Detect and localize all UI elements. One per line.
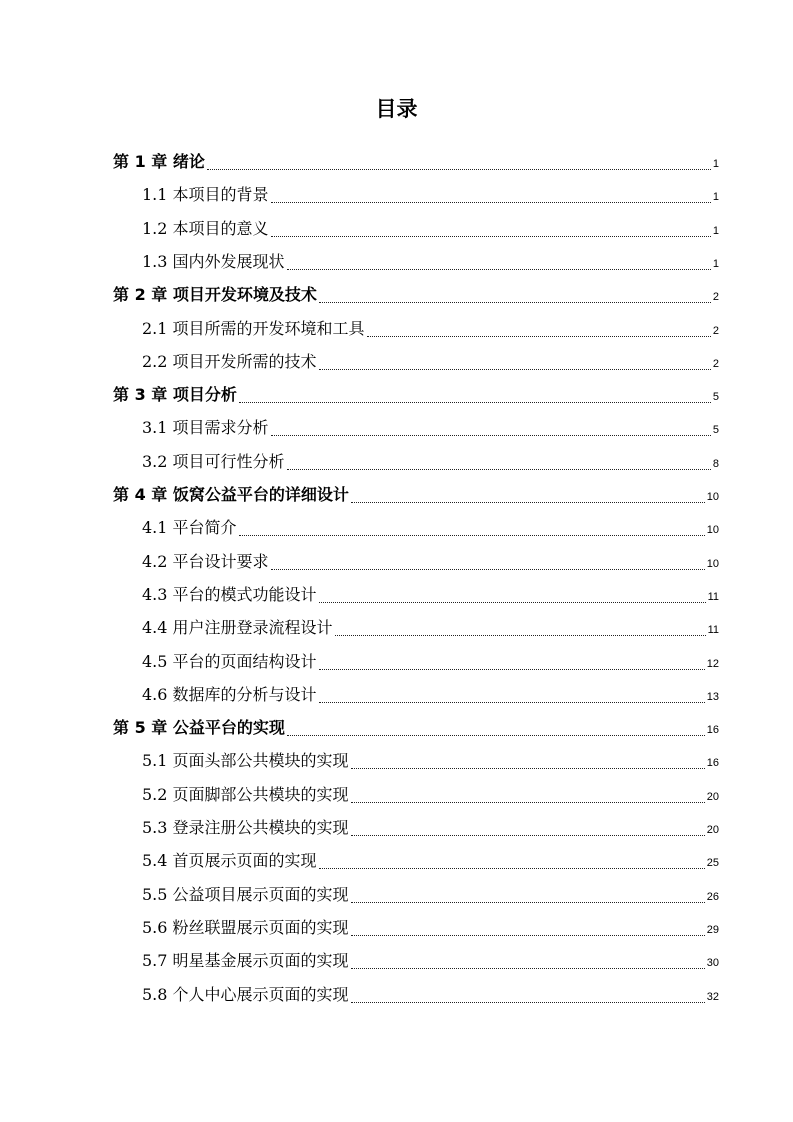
toc-entry-title: 5.8 个人中心展示页面的实现 bbox=[142, 984, 349, 1004]
dot-leader bbox=[351, 502, 705, 503]
toc-page-number: 13 bbox=[706, 690, 719, 703]
toc-entry-title: 4.6 数据库的分析与设计 bbox=[142, 684, 317, 704]
toc-entry-title: 第 1 章 绪论 bbox=[113, 152, 205, 171]
toc-section-entry[interactable] bbox=[142, 944, 719, 977]
toc-page-number: 8 bbox=[712, 457, 719, 470]
dot-leader bbox=[287, 735, 705, 736]
dot-leader bbox=[319, 369, 711, 370]
toc-page-number: 10 bbox=[706, 557, 719, 570]
toc-section-entry[interactable] bbox=[142, 411, 719, 444]
toc-section-entry[interactable] bbox=[142, 978, 719, 1011]
dot-leader bbox=[351, 768, 705, 769]
toc-section-entry[interactable] bbox=[142, 911, 719, 944]
toc-chapter-entry[interactable] bbox=[113, 278, 719, 311]
toc-entry-title: 4.1 平台简介 bbox=[142, 518, 237, 538]
dot-leader bbox=[351, 1002, 705, 1003]
dot-leader bbox=[351, 902, 705, 903]
toc-entry-title: 4.3 平台的模式功能设计 bbox=[142, 584, 317, 604]
toc-section-entry[interactable] bbox=[142, 445, 719, 478]
toc-entry-title: 第 3 章 项目分析 bbox=[113, 385, 237, 405]
toc-section-entry[interactable] bbox=[142, 312, 719, 345]
toc-page-number: 1 bbox=[712, 158, 719, 170]
toc-section-entry[interactable] bbox=[142, 212, 719, 245]
toc-page-number: 1 bbox=[712, 257, 719, 270]
toc-page-number: 29 bbox=[706, 923, 719, 936]
dot-leader bbox=[239, 402, 711, 403]
dot-leader bbox=[271, 569, 705, 570]
dot-leader bbox=[335, 635, 706, 636]
toc-entry-title: 5.2 页面脚部公共模块的实现 bbox=[142, 784, 349, 804]
toc-entry-title: 1.2 本项目的意义 bbox=[142, 218, 269, 238]
toc-page-number: 20 bbox=[706, 824, 719, 836]
toc-page-number: 16 bbox=[706, 724, 719, 737]
toc-entry-title: 5.3 登录注册公共模块的实现 bbox=[142, 818, 349, 837]
toc-entry-title: 4.2 平台设计要求 bbox=[142, 551, 269, 571]
toc-page-number: 20 bbox=[706, 790, 719, 803]
toc-section-entry[interactable] bbox=[142, 645, 719, 678]
dot-leader bbox=[319, 669, 705, 670]
toc-chapter-entry[interactable] bbox=[113, 145, 719, 178]
toc-section-entry[interactable] bbox=[142, 245, 719, 278]
toc-entry-title: 5.6 粉丝联盟展示页面的实现 bbox=[142, 917, 349, 937]
dot-leader bbox=[351, 835, 705, 836]
toc-page-number: 11 bbox=[707, 590, 719, 603]
dot-leader bbox=[351, 802, 705, 803]
toc-entry-title: 第 5 章 公益平台的实现 bbox=[113, 718, 285, 738]
dot-leader bbox=[351, 968, 705, 969]
dot-leader bbox=[271, 202, 711, 203]
page-title: 目录 bbox=[375, 97, 418, 121]
dot-leader bbox=[367, 336, 711, 337]
toc-page-number: 2 bbox=[712, 291, 719, 304]
toc-page-number: 1 bbox=[712, 224, 719, 237]
dot-leader bbox=[319, 868, 705, 869]
toc-section-entry[interactable] bbox=[142, 611, 719, 644]
toc-section-entry[interactable] bbox=[142, 744, 719, 777]
dot-leader bbox=[351, 935, 705, 936]
dot-leader bbox=[319, 702, 705, 703]
toc-section-entry[interactable] bbox=[142, 345, 719, 378]
toc-entry-title: 4.5 平台的页面结构设计 bbox=[142, 651, 317, 671]
toc-section-entry[interactable] bbox=[142, 511, 719, 544]
toc-entry-title: 5.4 首页展示页面的实现 bbox=[142, 851, 317, 871]
toc-entry-title: 第 4 章 饭窝公益平台的详细设计 bbox=[113, 485, 349, 504]
toc-page-number: 10 bbox=[706, 524, 719, 537]
toc-section-entry[interactable] bbox=[142, 178, 719, 211]
toc-page-number: 5 bbox=[712, 391, 719, 404]
toc-page-number: 2 bbox=[712, 357, 719, 370]
toc-page-number: 26 bbox=[706, 890, 719, 903]
toc-page-number: 16 bbox=[706, 757, 719, 770]
toc-entry-title: 3.2 项目可行性分析 bbox=[142, 451, 285, 471]
toc-page-number: 11 bbox=[707, 624, 719, 637]
toc-entry-title: 5.5 公益项目展示页面的实现 bbox=[142, 884, 349, 904]
toc-entry-title: 5.1 页面头部公共模块的实现 bbox=[142, 751, 349, 771]
dot-leader bbox=[207, 169, 711, 170]
toc-page-number: 1 bbox=[712, 191, 719, 204]
toc-page-number: 32 bbox=[706, 990, 719, 1003]
dot-leader bbox=[239, 535, 705, 536]
toc-section-entry[interactable] bbox=[142, 678, 719, 711]
toc-entry-title: 2.1 项目所需的开发环境和工具 bbox=[142, 318, 365, 338]
toc-entry-title: 1.3 国内外发展现状 bbox=[142, 251, 285, 271]
dot-leader bbox=[287, 469, 711, 470]
toc-chapter-entry[interactable] bbox=[113, 711, 719, 744]
toc-page-number: 10 bbox=[706, 491, 719, 503]
toc-entry-title: 第 2 章 项目开发环境及技术 bbox=[113, 285, 317, 305]
dot-leader bbox=[319, 602, 706, 603]
dot-leader bbox=[319, 302, 711, 303]
toc-chapter-entry[interactable] bbox=[113, 378, 719, 411]
toc-chapter-entry[interactable] bbox=[113, 478, 719, 511]
toc-page-number: 25 bbox=[706, 857, 719, 870]
toc-section-entry[interactable] bbox=[142, 778, 719, 811]
toc-entry-title: 3.1 项目需求分析 bbox=[142, 418, 269, 438]
toc-entry-title: 4.4 用户注册登录流程设计 bbox=[142, 618, 333, 638]
toc-section-entry[interactable] bbox=[142, 578, 719, 611]
toc-page-number: 12 bbox=[706, 657, 719, 670]
dot-leader bbox=[271, 236, 711, 237]
toc-page-number: 30 bbox=[706, 957, 719, 970]
toc-page-number: 5 bbox=[712, 424, 719, 437]
toc-section-entry[interactable] bbox=[142, 545, 719, 578]
dot-leader bbox=[271, 435, 711, 436]
toc-section-entry[interactable] bbox=[142, 844, 719, 877]
toc-section-entry[interactable] bbox=[142, 878, 719, 911]
toc-page-number: 2 bbox=[712, 324, 719, 337]
toc-entry-title: 1.1 本项目的背景 bbox=[142, 185, 269, 205]
toc-entry-title: 2.2 项目开发所需的技术 bbox=[142, 351, 317, 371]
toc-section-entry[interactable] bbox=[142, 811, 719, 844]
dot-leader bbox=[287, 269, 711, 270]
toc-entry-title: 5.7 明星基金展示页面的实现 bbox=[142, 951, 349, 971]
